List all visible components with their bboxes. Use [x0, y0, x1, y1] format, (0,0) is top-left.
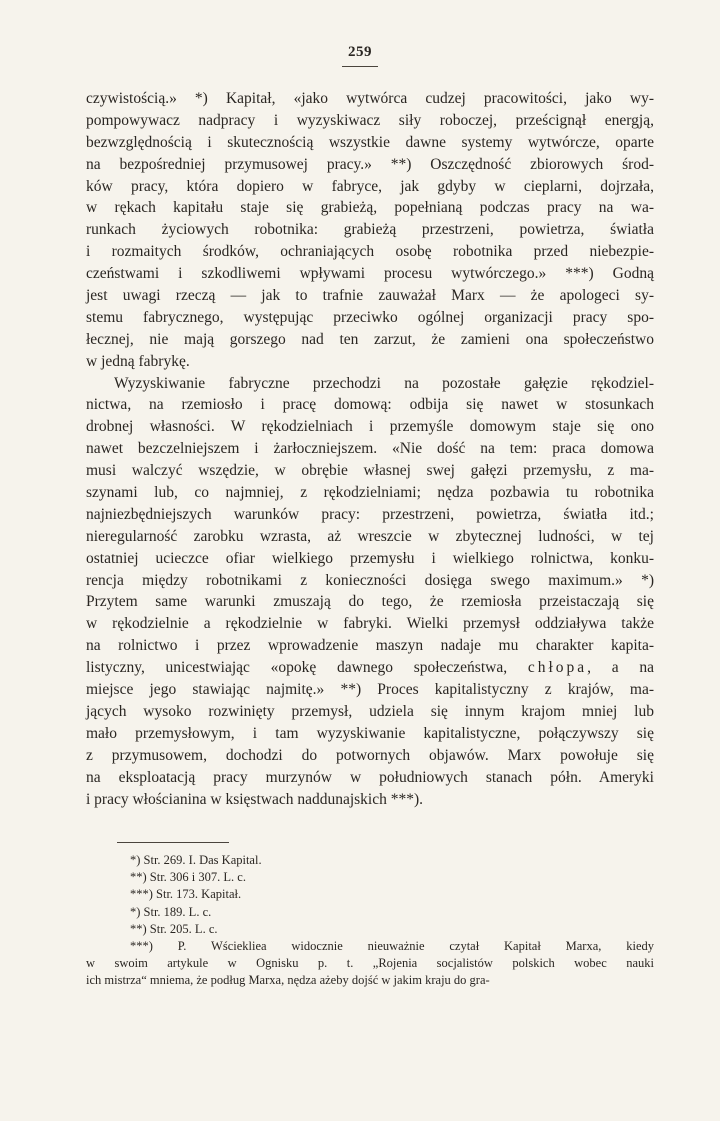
text-line: czeństwami i szkodliwemi wpływami procesu wytwórczego.» ***) Godną [86, 265, 654, 283]
text-line: w rękodzielnie a rękodzielnie w fabryki. Wielki przemysł oddziaływa także [86, 615, 654, 633]
text-line: najniezbędniejszych warunków pracy: przestrzeni, powietrza, światła itd.; [86, 505, 654, 523]
text-line: z przymusowem, dochodzi do potwornych objawów. Marx powołuje się [86, 746, 654, 764]
text-line: na bezpośredniej przymusowej pracy.» **) Oszczędność zbiorowych środ- [86, 155, 654, 173]
page-number-underline [342, 66, 378, 67]
text-line: rencja między robotnikami z konieczności dosięga swego maximum.» *) [86, 571, 654, 589]
text-line: na rolnictwo i przez wprowadzenie maszyn nadaje mu charakter kapita- [86, 637, 654, 655]
text-line: w rękach kapitału staje się grabieżą, popełnianą podczas pracy na wa- [86, 199, 654, 217]
text-line: mało przemysłowym, i tam wyzyskiwanie kapitalistyczne, połączywszy się [86, 724, 654, 742]
footnote-line: ich mistrza“ mniema, że podług Marxa, nędza ażeby dojść w jakim kraju do gra- [86, 973, 490, 988]
text-line: listyczny, unicestwiając «opokę dawnego społeczeństwa, chłopa, a na [86, 659, 655, 677]
footnotes [86, 852, 654, 990]
text-line: ostatniej ucieczce ofiar wielkiego przemysłu i wielkiego rolnictwa, konku- [86, 549, 654, 567]
text-line: nictwa, na rzemiosło i pracę domową: odbija się nawet w stosunkach [86, 396, 654, 414]
text-line: i pracy włościanina w księstwach naddunajskich ***). [86, 790, 424, 808]
footnote-separator [117, 842, 229, 843]
footnote-line: *) Str. 189. L. c. [130, 904, 212, 919]
text-line: drobnej własności. W rękodzielniach i przemyśle domowym staje się ono [86, 418, 654, 436]
text-line: na eksploatacją pracy murzynów w południowych stanach półn. Ameryki [86, 768, 654, 786]
text-line: runkach życiowych robotnika: grabieżą przestrzeni, powietrza, światła [86, 221, 654, 239]
footnote-line: ***) Str. 173. Kapitał. [130, 887, 242, 902]
footnote-line: *) Str. 269. I. Das Kapital. [130, 853, 262, 867]
text-line: szynami lub, co najmniej, z rękodzielniami; nędza pozbawia tu robotnika [86, 484, 654, 502]
text-line: nawet bezczelniejszem i żarłoczniejszem. «Nie dość na tem: praca domowa [86, 440, 654, 458]
text-line: jących wysoko rozwinięty przemysł, udziela się innym krajom mniej lub [86, 702, 654, 720]
footnote-line: ***) P. Wściekliea widocznie nieuważnie czytał Kapitał Marxa, kiedy [130, 938, 654, 953]
text-line: miejsce jego stawiając najmitę.» **) Proces kapitalistyczny z krajów, ma- [86, 681, 654, 699]
text-line: ków pracy, która dopiero w fabryce, jak gdyby w cieplarni, dojrzała, [86, 177, 654, 195]
text-line: stemu fabrycznego, występując przeciwko ogólnej organizacji pracy spo- [86, 308, 654, 326]
text-line: i rozmaitych środków, ochraniających osobę robotnika przed niebezpie- [86, 243, 654, 261]
text-line: nieregularność zarobku wzrasta, aż wreszcie w zbytecznej ludności, w tej [86, 527, 654, 545]
text-line: Wyzyskiwanie fabryczne przechodzi na pozostałe gałęzie rękodziel- [114, 374, 654, 392]
footnote-line: **) Str. 205. L. c. [130, 921, 218, 936]
emphasized-word: chłopa [527, 659, 588, 677]
footnote-line: **) Str. 306 i 307. L. c. [130, 870, 246, 885]
footnote-line: w swoim artykule w Ognisku p. t. „Rojenia socjalistów polskich wobec nauki [86, 956, 654, 971]
page-number: 259 [348, 44, 372, 60]
text-line: musi walczyć wszędzie, w obrębie własnej swej gałęzi przemysłu, z ma- [86, 462, 654, 480]
main-text [86, 88, 654, 810]
text-line: bezwzględnością i skutecznością wszystkie dawne systemy wytwórcze, oparte [86, 133, 654, 151]
text-line: łecznej, nie mają gorszego nad ten zarzut, że zamieni ona społeczeństwo [86, 330, 654, 348]
text-line: jest uwagi rzeczą — jak to trafnie zauważał Marx — że apologeci sy- [86, 287, 654, 305]
text-line: pompowywacz nadpracy i wyzyskiwacz siły roboczej, prześcignął energją, [86, 111, 654, 129]
text-line: czywistością.» *) Kapitał, «jako wytwórca cudzej pracowitości, jako wy- [86, 90, 654, 107]
text-line: w jedną fabrykę. [86, 352, 190, 370]
text-line: Przytem same warunki zmuszają do tego, że rzemiosła przeistaczają się [86, 593, 654, 611]
